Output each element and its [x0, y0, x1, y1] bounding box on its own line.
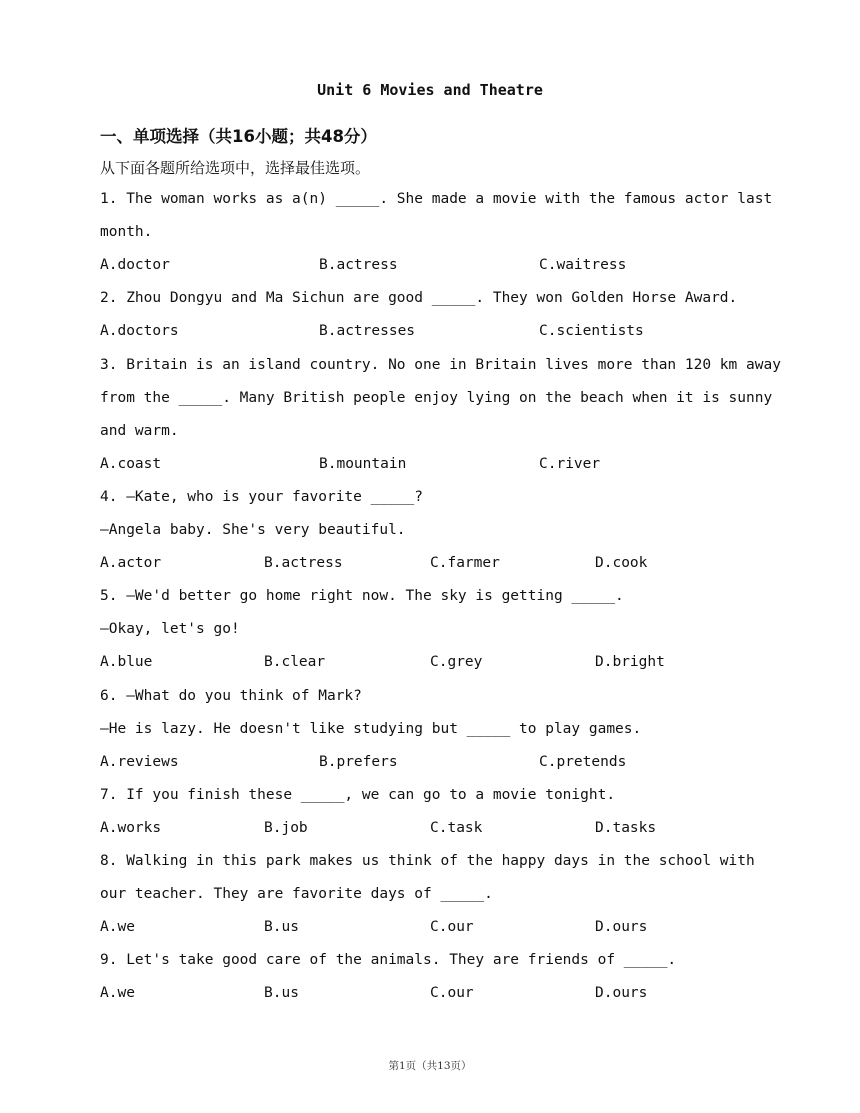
page-footer: 第1页（共13页） [388, 1060, 472, 1072]
answer-option: B.clear [264, 654, 326, 671]
question-text-line: 5. —We'd better go home right now. The sky is getting _____. [100, 588, 624, 605]
question-text-line: —Angela baby. She's very beautiful. [100, 522, 406, 538]
question-text-line: and warm. [100, 422, 179, 439]
answer-option: C.our [430, 919, 474, 936]
answer-option: A.works [100, 819, 162, 836]
instructions: 从下面各题所给选项中，选择最佳选项。 [100, 159, 371, 177]
question-text-line: —He is lazy. He doesn't like studying but _____ to play games. [100, 720, 642, 737]
answer-option: B.job [264, 819, 308, 836]
answer-option: A.coast [100, 455, 162, 472]
answer-option: A.we [100, 919, 135, 936]
answer-option: B.us [264, 919, 299, 936]
question-text-line: 1. The woman works as a(n) _____. She made a movie with the famous actor last [100, 191, 773, 207]
answer-option: A.we [100, 985, 135, 1002]
answer-option: D.tasks [595, 819, 657, 836]
question-text-line: month. [100, 224, 153, 241]
answer-option: D.ours [595, 919, 648, 936]
question-text-line: —Okay, let's go! [100, 621, 240, 638]
answer-option: B.prefers [319, 753, 398, 770]
answer-option: B.actresses [319, 323, 416, 340]
answer-option: B.mountain [319, 455, 407, 472]
answer-option: C.river [539, 455, 601, 472]
question-text-line: from the _____. Many British people enjoy lying on the beach when it is sunny [100, 389, 773, 406]
question-text-line: 3. Britain is an island country. No one in Britain lives more than 120 km away [100, 356, 781, 373]
answer-option: C.grey [430, 654, 483, 671]
answer-option: C.waitress [539, 257, 627, 274]
answer-option: B.us [264, 985, 299, 1002]
question-text-line: 7. If you finish these _____, we can go to a movie tonight. [100, 786, 616, 803]
section-title: 一、单项选择（共16小题；共48分） [100, 127, 377, 146]
question-text-line: 2. Zhou Dongyu and Ma Sichun are good _____. They won Golden Horse Award. [100, 290, 738, 307]
answer-option: D.bright [595, 654, 665, 671]
answer-option: C.farmer [430, 555, 500, 572]
answer-option: B.actress [319, 257, 398, 274]
document-title: Unit 6 Movies and Theatre [317, 81, 543, 99]
answer-option: B.actress [264, 555, 343, 572]
answer-option: D.cook [595, 555, 648, 572]
question-text-line: 6. —What do you think of Mark? [100, 687, 362, 704]
answer-option: C.scientists [539, 323, 644, 340]
answer-option: A.reviews [100, 753, 179, 770]
question-text-line: 4. —Kate, who is your favorite _____? [100, 488, 424, 505]
answer-option: A.actor [100, 555, 162, 572]
question-text-line: 9. Let's take good care of the animals. They are friends of _____. [100, 952, 677, 969]
question-text-line: 8. Walking in this park makes us think of the happy days in the school with [100, 853, 755, 869]
answer-option: A.doctors [100, 323, 179, 340]
answer-option: A.doctor [100, 257, 170, 274]
answer-option: C.task [430, 819, 483, 836]
answer-option: C.pretends [539, 753, 627, 770]
question-text-line: our teacher. They are favorite days of _____. [100, 886, 493, 903]
answer-option: D.ours [595, 985, 648, 1002]
answer-option: A.blue [100, 654, 153, 671]
answer-option: C.our [430, 985, 474, 1002]
